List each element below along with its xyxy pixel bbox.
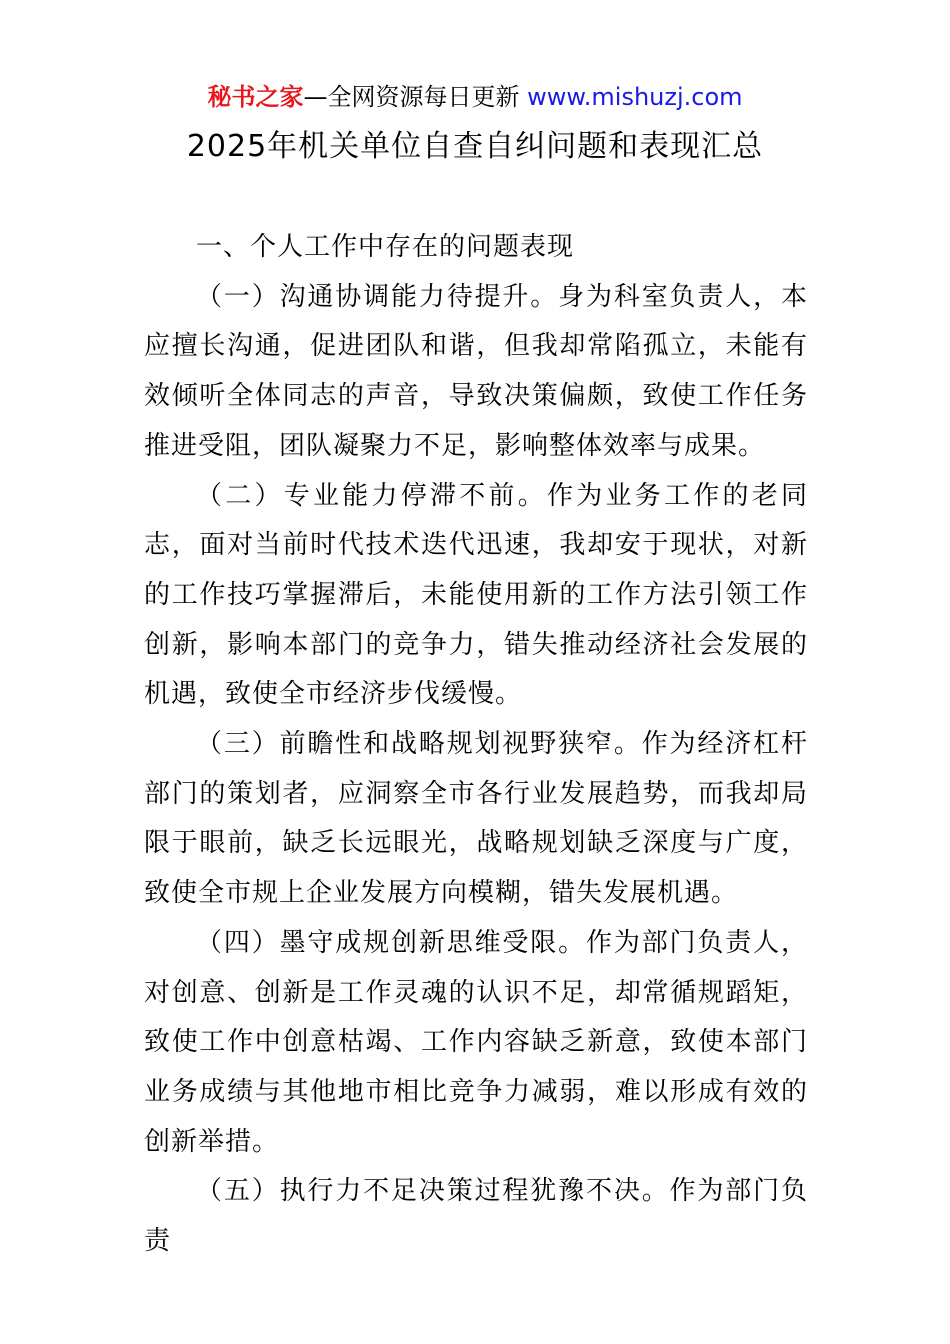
section-heading: 一、个人工作中存在的问题表现 bbox=[196, 232, 575, 262]
paragraph: （三）前瞻性和战略规划视野狭窄。作为经济杠杆部门的策划者，应洞察全市各行业发展趋势，而我却局限于眼前，缺乏长远眼光，战略规划缺乏深度与广度，致使全市规上企业发展方向模糊，错失发展机遇。 bbox=[144, 729, 808, 909]
document-body bbox=[144, 223, 808, 1267]
paragraph: （四）墨守成规创新思维受限。作为部门负责人，对创意、创新是工作灵魂的认识不足，却常循规蹈矩，致使工作中创意枯竭、工作内容缺乏新意，致使本部门业务成绩与其他地市相比竞争力减弱，难以形成有效的创新举措。 bbox=[144, 927, 808, 1157]
brand-name: 秘书之家 bbox=[207, 83, 304, 111]
paragraph: （一）沟通协调能力待提升。身为科室负责人，本应擅长沟通，促进团队和谐，但我却常陷孤立，未能有效倾听全体同志的声音，导致决策偏颇，致使工作任务推进受阻，团队凝聚力不足，影响整体效率与成果。 bbox=[144, 281, 808, 461]
document-title: 2025年机关单位自查自纠问题和表现汇总 bbox=[186, 129, 764, 164]
site-url-link[interactable]: www.mishuzj.com bbox=[527, 83, 743, 111]
paragraph: （五）执行力不足决策过程犹豫不决。作为部门负责 bbox=[144, 1176, 808, 1257]
header-tagline: —全网资源每日更新 bbox=[303, 83, 520, 111]
site-header bbox=[0, 80, 950, 114]
paragraph: （二）专业能力停滞不前。作为业务工作的老同志，面对当前时代技术迭代迅速，我却安于现状，对新的工作技巧掌握滞后，未能使用新的工作方法引领工作创新，影响本部门的竞争力，错失推动经济社会发展的机遇，致使全市经济步伐缓慢。 bbox=[144, 480, 808, 710]
